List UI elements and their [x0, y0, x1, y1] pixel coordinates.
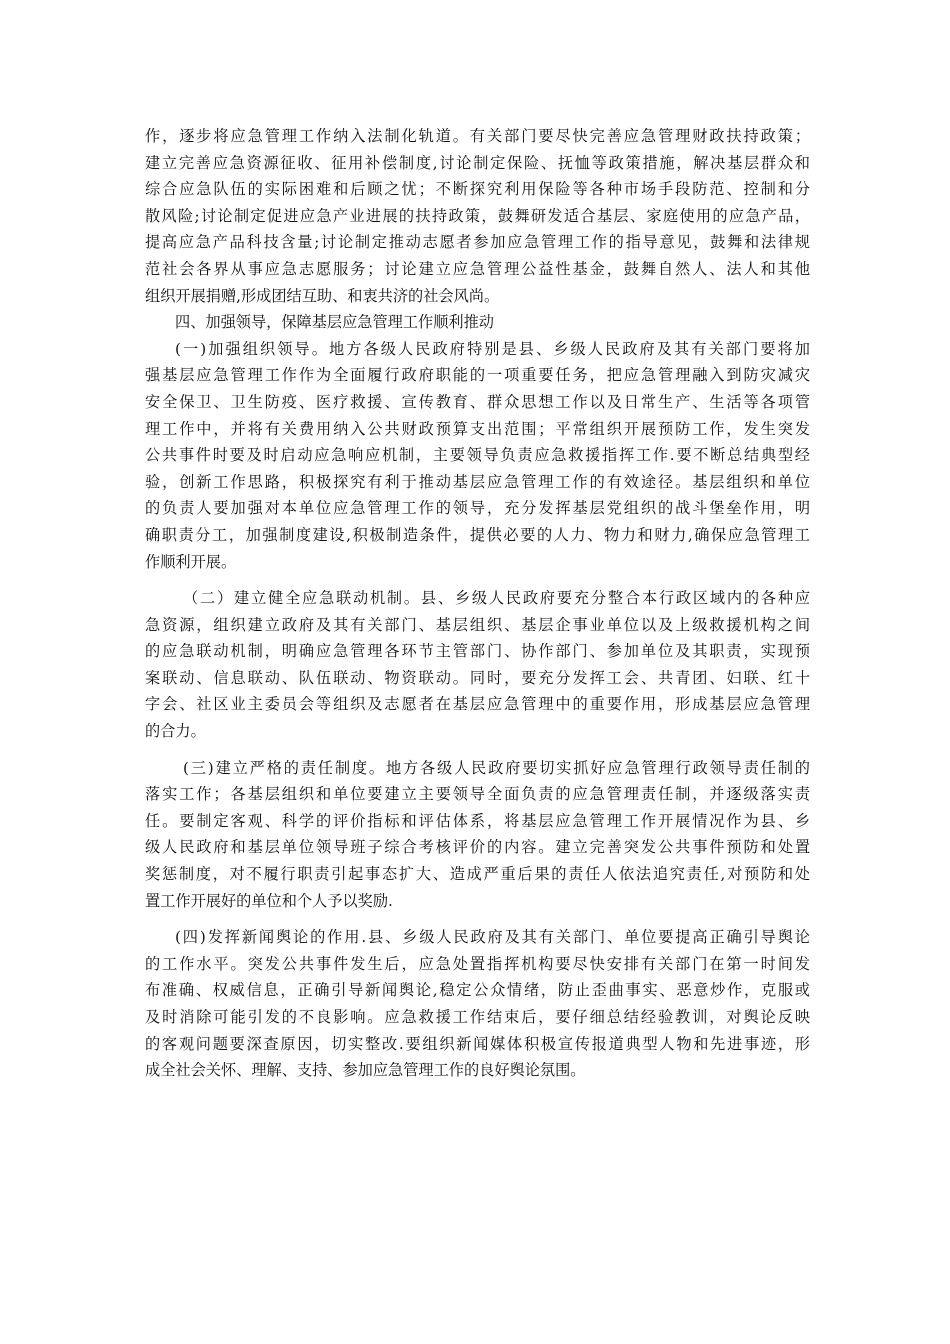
- text-line: 综合应急队伍的实际困难和后顾之忧；不断探究利用保险等各种市场手段防范、控制和分: [145, 180, 810, 199]
- paragraph-gap: [145, 575, 810, 585]
- text-line: 散风险;讨论制定促进应急产业进展的扶持政策，鼓舞研发适合基层、家庭使用的应急产品，: [145, 206, 810, 225]
- text-line: 提高应急产品科技含量;讨论制定推动志愿者参加应急管理工作的指导意见，鼓舞和法律规: [145, 233, 810, 252]
- text-line: 字会、社区业主委员会等组织及志愿者在基层应急管理中的重要作用，形成基层应急管理: [145, 695, 810, 714]
- text-line: 及时消除可能引发的不良影响。应急救援工作结束后，要仔细总结经验教训，对舆论反映: [145, 1008, 810, 1026]
- text-line: 任。要制定客观、科学的评价指标和评估体系，将基层应急管理工作开展情况作为县、乡: [145, 811, 810, 830]
- text-line: 四、加强领导，保障基层应急管理工作顺利推动: [175, 313, 494, 332]
- text-line: 作顺利开展。: [145, 552, 237, 571]
- text-line: 的合力。: [145, 722, 206, 741]
- text-line: 确职责分工，加强制度建设,积极制造条件，提供必要的人力、物力和财力,确保应急管理工: [145, 525, 810, 544]
- text-line: 范社会各界从事应急志愿服务；讨论建立应急管理公益性基金，鼓舞自然人、法人和其他: [145, 259, 810, 278]
- text-line: 的客观问题要深查原因，切实整改.要组织新闻媒体积极宣传报道典型人物和先进事迹，形: [145, 1034, 810, 1053]
- text-line: (一)加强组织领导。地方各级人民政府特别是县、乡级人民政府及其有关部门要将加: [175, 339, 810, 358]
- text-line: 奖惩制度，对不履行职责引起事态扩大、造成严重后果的责任人依法追究责任,对预防和处: [145, 865, 810, 884]
- text-line: 落实工作；各基层组织和单位要建立主要领导全面负责的应急管理责任制，并逐级落实责: [145, 785, 810, 804]
- document-body: [145, 123, 810, 1084]
- text-line: 布准确、权威信息，正确引导新闻舆论,稳定公众情绪，防止歪曲事实、恶意炒作，克服或: [145, 981, 810, 1000]
- text-line: 急资源，组织建立政府及其有关部门、基层组织、基层企事业单位以及上级救援机构之间: [145, 615, 810, 634]
- text-line: 置工作开展好的单位和个人予以奖励.: [145, 891, 393, 910]
- text-line: 验，创新工作思路，积极探究有利于推动基层应急管理工作的有效途径。基层组织和单位: [145, 472, 810, 491]
- text-line: 案联动、信息联动、队伍联动、物资联动。同时，要充分发挥工会、共青团、妇联、红十: [145, 668, 810, 687]
- text-line: （二）建立健全应急联动机制。县、乡级人民政府要充分整合本行政区域内的各种应: [183, 589, 810, 608]
- text-line: 的工作水平。突发公共事件发生后，应急处置指挥机构要尽快安排有关部门在第一时间发: [145, 954, 810, 973]
- text-line: 强基层应急管理工作作为全面履行政府职能的一项重要任务，把应急管理融入到防灾减灾: [145, 366, 810, 385]
- text-line: 理工作中，并将有关费用纳入公共财政预算支出范围；平常组织开展预防工作，发生突发: [145, 419, 810, 438]
- text-line: (三)建立严格的责任制度。地方各级人民政府要切实抓好应急管理行政领导责任制的: [183, 758, 810, 777]
- paragraph-gap: [145, 745, 810, 755]
- text-line: 组织开展捐赠,形成团结互助、和衷共济的社会风尚。: [145, 286, 500, 305]
- text-line: 的应急联动机制，明确应急管理各环节主管部门、协作部门、参加单位及其职责，实现预: [145, 642, 810, 661]
- text-line: 安全保卫、卫生防疫、医疗救援、宣传教育、群众思想工作以及日常生产、生活等各项管: [145, 392, 810, 411]
- text-line: 级人民政府和基层单位领导班子综合考核评价的内容。建立完善突发公共事件预防和处置: [145, 838, 810, 857]
- text-line: 成全社会关怀、理解、支持、参加应急管理工作的良好舆论氛围。: [145, 1061, 586, 1080]
- text-line: 公共事件时要及时启动应急响应机制，主要领导负责应急救援指挥工作.要不断总结典型经: [145, 446, 810, 465]
- text-line: 的负责人要加强对本单位应急管理工作的领导，充分发挥基层党组织的战斗堡垒作用，明: [145, 499, 810, 518]
- text-line: 作，逐步将应急管理工作纳入法制化轨道。有关部门要尽快完善应急管理财政扶持政策；: [145, 127, 810, 145]
- text-line: (四)发挥新闻舆论的作用.县、乡级人民政府及其有关部门、单位要提高正确引导舆论: [175, 928, 810, 947]
- text-line: 建立完善应急资源征收、征用补偿制度,讨论制定保险、抚恤等政策措施，解决基层群众和: [145, 153, 810, 172]
- paragraph-gap: [145, 914, 810, 924]
